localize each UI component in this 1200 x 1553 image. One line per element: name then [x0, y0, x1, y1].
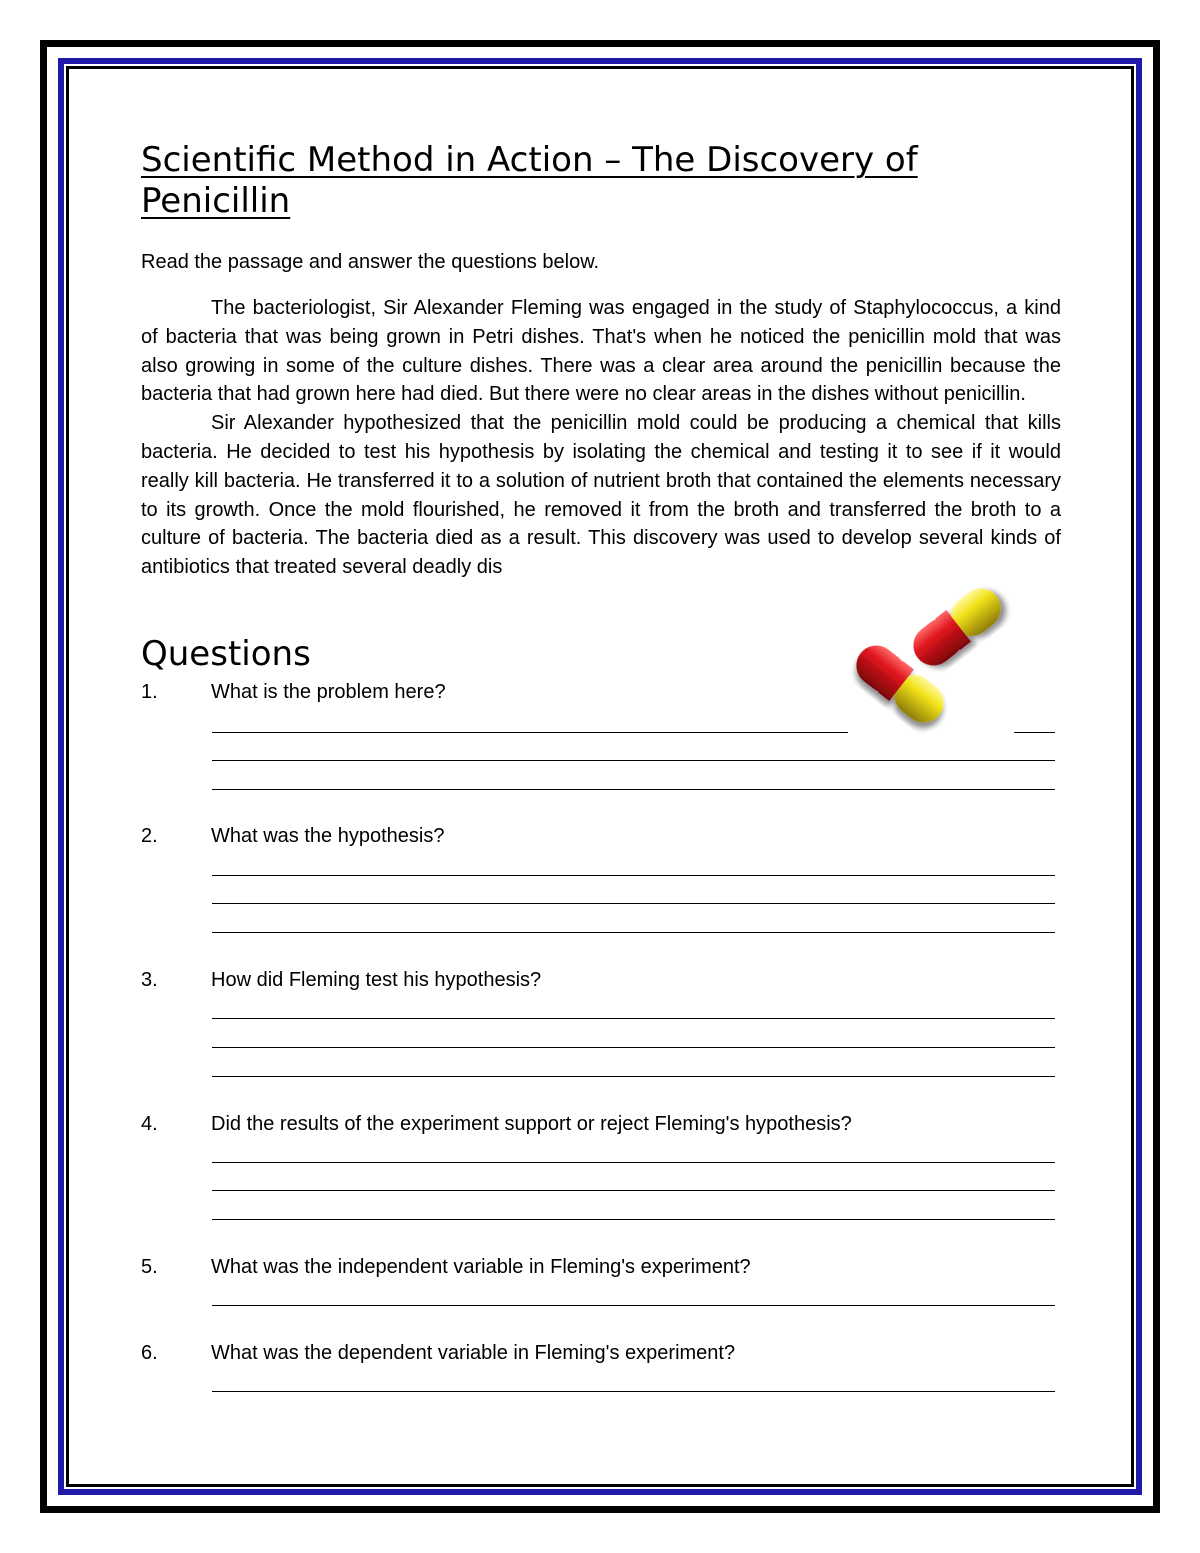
- question-text: What was the dependent variable in Fleming's experiment?: [211, 1342, 736, 1364]
- answer-line[interactable]: [212, 1219, 1055, 1220]
- question-number: 6.: [141, 1342, 158, 1364]
- question-text: What was the hypothesis?: [211, 825, 445, 847]
- answer-line[interactable]: [212, 903, 1055, 904]
- question-number: 1.: [141, 681, 158, 703]
- answer-line[interactable]: [212, 1076, 1055, 1077]
- passage-paragraph-2: Sir Alexander hypothesized that the penicillin mold could be producing a chemical that kills bacteria. He decided to test his hypothesis by isolating the chemical and testing it to see if it would really kill bacteria. He transferred it to a solution of nutrient broth that contained the elements necessary to its growth. Once the mold flourished, he removed it from the broth and transferred the broth to a culture of bacteria. The bacteria died as a result. This discovery was used to develop several kinds of antibiotics that treated several deadly dis: [141, 412, 1061, 579]
- answer-line[interactable]: [212, 760, 1055, 761]
- question-text: What was the independent variable in Fleming's experiment?: [211, 1256, 751, 1278]
- questions-heading: Questions: [141, 634, 311, 674]
- worksheet-title: Scientific Method in Action – The Discovery of Penicillin: [141, 140, 918, 221]
- question-text: What is the problem here?: [211, 681, 446, 703]
- answer-line[interactable]: [212, 932, 1055, 933]
- answer-line[interactable]: [212, 1162, 1055, 1163]
- answer-line[interactable]: [212, 1018, 1055, 1019]
- answer-line[interactable]: [212, 1190, 1055, 1191]
- capsule-pills-icon: [845, 582, 1015, 742]
- answer-line[interactable]: [212, 1047, 1055, 1048]
- answer-line[interactable]: [1014, 732, 1055, 733]
- question-number: 4.: [141, 1113, 158, 1135]
- question-text: How did Fleming test his hypothesis?: [211, 969, 542, 991]
- question-text: Did the results of the experiment support or reject Fleming's hypothesis?: [211, 1113, 852, 1135]
- passage-paragraph-1: The bacteriologist, Sir Alexander Fleming was engaged in the study of Staphylococcus, a kind of bacteria that was being grown in Petri dishes. That's when he noticed the penicillin mold that was also growing in some of the culture dishes. There was a clear area around the penicillin because the bacteria that had grown here had died. But there were no clear areas in the dishes without penicillin.: [141, 297, 1061, 406]
- question-number: 3.: [141, 969, 158, 991]
- answer-line[interactable]: [212, 1391, 1055, 1392]
- answer-line[interactable]: [212, 789, 1055, 790]
- reading-passage: [141, 294, 1061, 582]
- instructions: Read the passage and answer the questions below.: [141, 251, 600, 273]
- answer-line[interactable]: [212, 732, 848, 733]
- question-number: 5.: [141, 1256, 158, 1278]
- answer-line[interactable]: [212, 875, 1055, 876]
- question-number: 2.: [141, 825, 158, 847]
- answer-line[interactable]: [212, 1305, 1055, 1306]
